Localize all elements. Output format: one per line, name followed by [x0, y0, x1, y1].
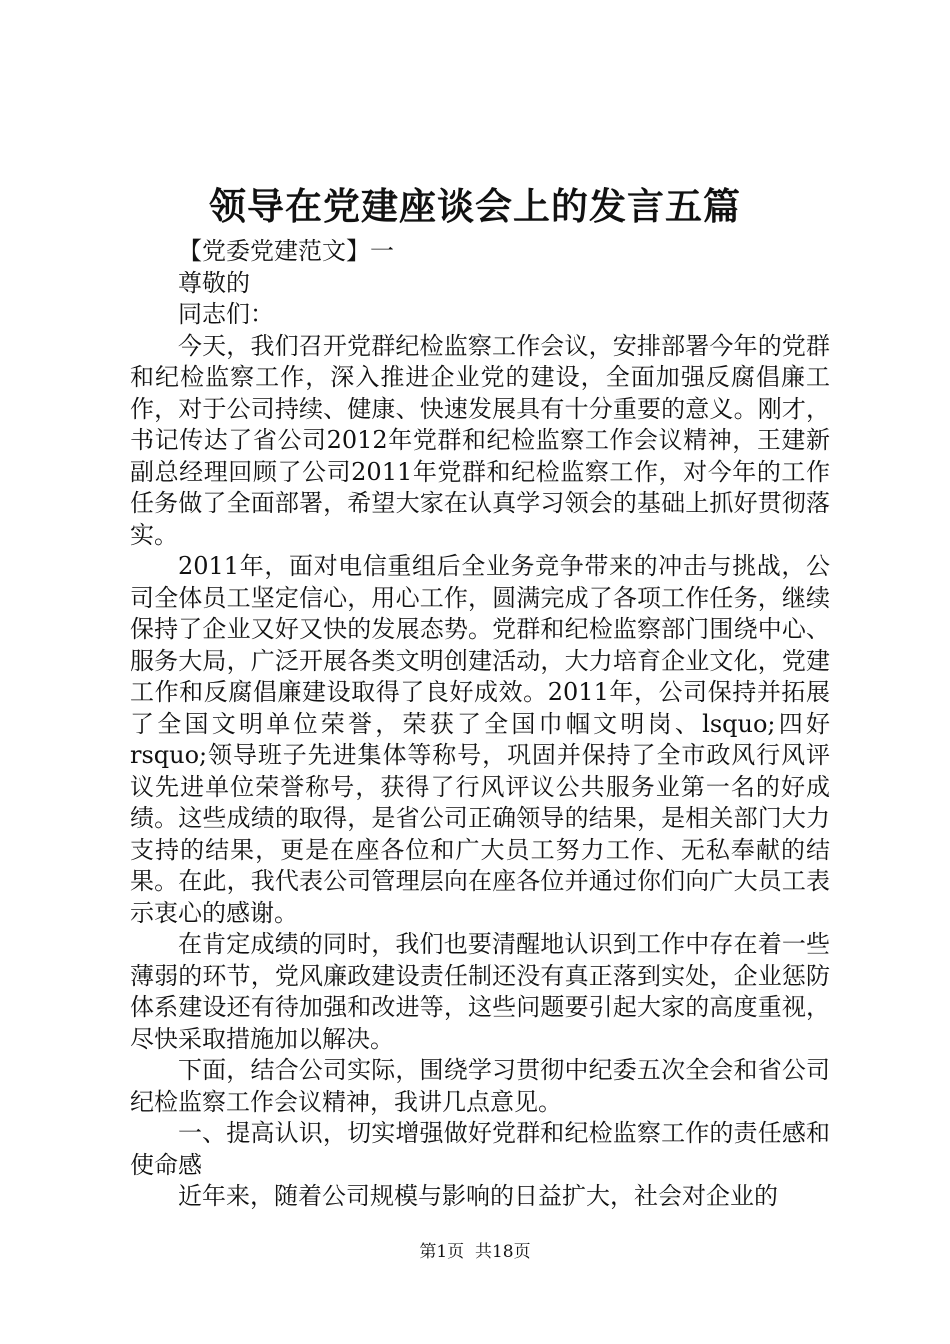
page-number: 第1页 共18页	[419, 1242, 531, 1262]
paragraph-salutation-1: 尊敬的	[178, 268, 250, 297]
paragraph-salutation-2: 同志们：	[178, 300, 274, 328]
paragraph-category: 【党委党建范文】一	[178, 237, 394, 265]
paragraph-body: 下面，结合公司实际，围绕学习贯彻中纪委五次全会和省公司纪检监察工作会议精神，我讲几点意见。	[130, 1056, 830, 1116]
section-heading: 一、提高认识，切实增强做好党群和纪检监察工作的责任感和使命感	[130, 1119, 830, 1179]
paragraph-body: 近年来，随着公司规模与影响的日益扩大，社会对企业的	[178, 1182, 778, 1210]
paragraph-body: 在肯定成绩的同时，我们也要清醒地认识到工作中存在着一些薄弱的环节，党风廉政建设责任制还没有真正落到实处，企业惩防体系建设还有待加强和改进等，这些问题要引起大家的高度重视，尽快采取措施加以解决。	[130, 930, 830, 1053]
document-title: 领导在党建座谈会上的发言五篇	[209, 184, 741, 228]
paragraph-body: 2011年，面对电信重组后全业务竞争带来的冲击与挑战，公司全体员工坚定信心，用心工作，圆满完成了各项工作任务，继续保持了企业又好又快的发展态势。党群和纪检监察部门围绕中心、服务大局，广泛开展各类文明创建活动，大力培育企业文化，党建工作和反腐倡廉建设取得了良好成效。2011年，公司保持并拓展了全国文明单位荣誉，荣获了全国巾帼文明岗、lsquo;四好rsquo;领导班子先进集体等称号，巩固并保持了全市政风行风评议先进单位荣誉称号，获得了行风评议公共服务业第一名的好成绩。这些成绩的取得，是省公司正确领导的结果，是相关部门大力支持的结果，更是在座各位和广大员工努力工作、无私奉献的结果。在此，我代表公司管理层向在座各位并通过你们向广大员工表示衷心的感谢。	[130, 552, 830, 927]
document-body	[130, 236, 830, 1213]
paragraph-body: 今天，我们召开党群纪检监察工作会议，安排部署今年的党群和纪检监察工作，深入推进企业党的建设，全面加强反腐倡廉工作，对于公司持续、健康、快速发展具有十分重要的意义。刚才，书记传达了省公司2012年党群和纪检监察工作会议精神，王建新副总经理回顾了公司2011年党群和纪检监察工作，对今年的工作任务做了全面部署，希望大家在认真学习领会的基础上抓好贯彻落实。	[130, 331, 830, 549]
